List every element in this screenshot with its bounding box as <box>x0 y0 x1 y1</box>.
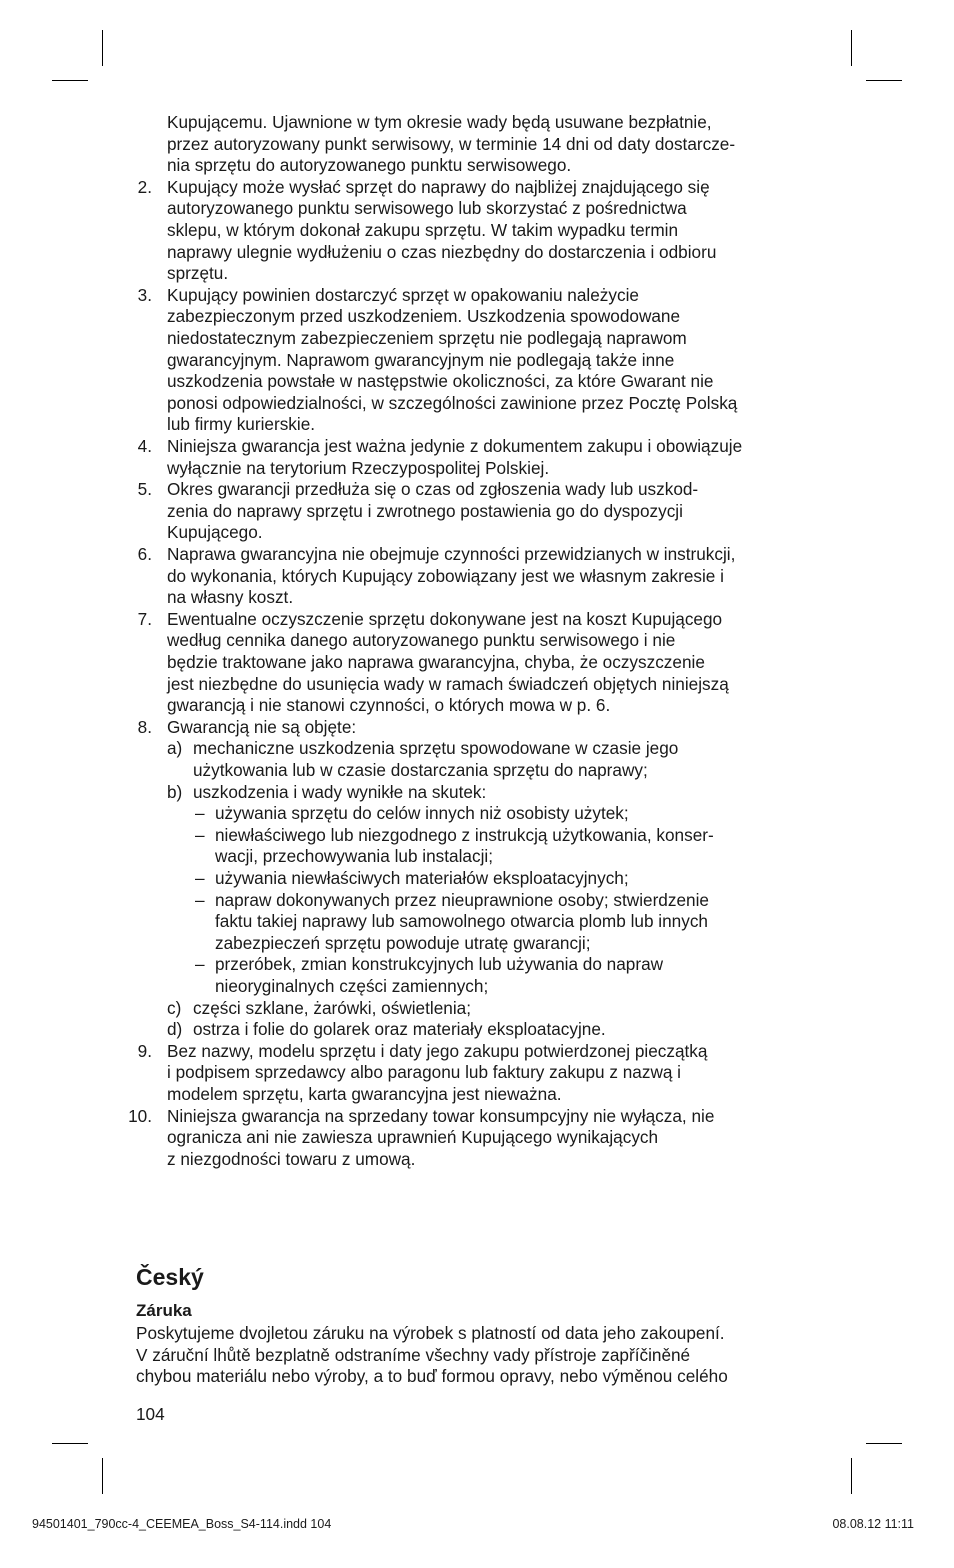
item-number: 9. <box>137 1040 152 1061</box>
item-text-line: według cennika danego autoryzowanego punktu serwisowego i nie <box>167 630 676 651</box>
item-text-line: niewłaściwego lub niezgodnego z instrukcją użytkowania, konser- <box>215 824 714 845</box>
item-text-line: Niniejsza gwarancja na sprzedany towar konsumpcyjny nie wyłącza, nie <box>167 1105 715 1126</box>
section-subheading: Záruka <box>136 1301 192 1320</box>
subitem-letter: a) <box>167 738 183 759</box>
paragraph-line: V záruční lhůtě bezplatně odstraníme všechny vady přístroje zapříčiněné <box>136 1344 691 1365</box>
item-number: 2. <box>137 176 152 197</box>
item-text-line: zabezpieczeń sprzętu powoduje utratę gwarancji; <box>215 932 591 953</box>
item-text-line: Okres gwarancji przedłuża się o czas od zgłoszenia wady lub uszkod- <box>167 479 699 500</box>
item-text-line: nia sprzętu do autoryzowanego punktu serwisowego. <box>167 155 572 176</box>
section-heading: Český <box>136 1264 204 1290</box>
crop-mark <box>866 1443 902 1444</box>
item-text-line: jest niezbędne do usunięcia wady w ramach świadczeń objętych niniejszą <box>167 673 729 694</box>
bullet-dash: – <box>195 889 205 910</box>
item-text-line: uszkodzenia i wady wynikłe na skutek: <box>193 781 487 802</box>
paragraph-line: Poskytujeme dvojletou záruku na výrobek s platností od data jeho zakoupení. <box>136 1323 725 1343</box>
item-text-line: Gwarancją nie są objęte: <box>167 716 357 737</box>
item-text-line: sklepu, w którym dokonał zakupu sprzętu. W takim wypadku termin <box>167 220 679 240</box>
slug-datetime: 08.08.12 11:11 <box>832 1517 914 1531</box>
item-number: 6. <box>137 544 152 564</box>
item-text-line: zabezpieczonym przed uszkodzeniem. Uszkodzenia spowodowane <box>167 306 681 327</box>
item-text-line: zenia do naprawy sprzętu i zwrotnego postawienia go do dyspozycji <box>167 500 683 521</box>
item-text-line: Ewentualne oczyszczenie sprzętu dokonywane jest na koszt Kupującego <box>167 608 723 629</box>
item-text-line: ponosi odpowiedzialności, w szczególności zawinione przez Pocztę Polską <box>167 392 738 413</box>
item-text-line: przez autoryzowany punkt serwisowy, w terminie 14 dni od daty dostarcze- <box>167 133 736 154</box>
bullet-dash: – <box>195 824 205 845</box>
item-text-line: sprzętu. <box>167 263 229 284</box>
item-number: 7. <box>137 608 152 629</box>
crop-mark <box>102 1458 103 1494</box>
item-text-line: Kupującego. <box>167 522 263 543</box>
crop-mark <box>866 80 902 81</box>
item-text-line: używania sprzętu do celów innych niż osobisty użytek; <box>215 803 629 824</box>
item-text-line: ostrza i folie do golarek oraz materiały eksploatacyjne. <box>193 1019 606 1040</box>
crop-mark <box>52 80 88 81</box>
subitem-letter: b) <box>167 781 183 802</box>
slug-filename: 94501401_790cc-4_CEEMEA_Boss_S4-114.indd 104 <box>32 1517 332 1531</box>
item-text-line: nieoryginalnych części zamiennych; <box>215 976 489 996</box>
item-text-line: i podpisem sprzedawcy albo paragonu lub faktury zakupu z nazwą i <box>167 1062 682 1083</box>
item-text-line: będzie traktowane jako naprawa gwarancyjna, chyba, że oczyszczenie <box>167 652 705 672</box>
item-text-line: uszkodzenia powstałe w następstwie okoliczności, za które Gwarant nie <box>167 371 714 392</box>
crop-mark <box>52 1443 88 1444</box>
item-text-line: Kupujący może wysłać sprzęt do naprawy do najbliżej znajdującego się <box>167 176 710 197</box>
crop-mark <box>851 30 852 66</box>
item-text-line: gwarancją i nie stanowi czynności, o których mowa w p. 6. <box>167 695 611 716</box>
item-text-line: części szklane, żarówki, oświetlenia; <box>193 997 471 1018</box>
paragraph-line: chybou materiálu nebo výroby, a to buď formou opravy, nebo výměnou celého <box>136 1366 728 1387</box>
item-text-line: modelem sprzętu, karta gwarancyjna jest nieważna. <box>167 1084 562 1104</box>
bullet-dash: – <box>195 868 205 888</box>
item-text-line: Bez nazwy, modelu sprzętu i daty jego zakupu potwierdzonej pieczątką <box>167 1040 708 1061</box>
item-text-line: wyłącznie na terytorium Rzeczypospolitej Polskiej. <box>167 457 550 478</box>
item-text-line: naprawy ulegnie wydłużeniu o czas niezbędny do dostarczenia i odbioru <box>167 241 717 262</box>
subitem-letter: d) <box>167 1019 183 1040</box>
item-text-line: faktu takiej naprawy lub samowolnego otwarcia plomb lub innych <box>215 911 708 932</box>
item-text-line: lub firmy kurierskie. <box>167 414 316 435</box>
subitem-letter: c) <box>167 997 182 1018</box>
item-text-line: napraw dokonywanych przez nieuprawnione osoby; stwierdzenie <box>215 889 709 910</box>
crop-mark <box>102 30 103 66</box>
item-number: 4. <box>137 436 152 456</box>
item-text-line: Niniejsza gwarancja jest ważna jedynie z dokumentem zakupu i obowiązuje <box>167 436 743 456</box>
item-text-line: przeróbek, zmian konstrukcyjnych lub używania do napraw <box>215 954 664 975</box>
item-text-line: autoryzowanego punktu serwisowego lub skorzystać z pośrednictwa <box>167 198 687 219</box>
item-text-line: do wykonania, których Kupujący zobowiązany jest we własnym zakresie i <box>167 565 724 586</box>
item-text-line: używania niewłaściwych materiałów eksploatacyjnych; <box>215 868 629 888</box>
crop-mark <box>851 1458 852 1494</box>
item-text-line: wacji, przechowywania lub instalacji; <box>215 846 493 867</box>
item-number: 3. <box>137 284 152 305</box>
item-text-line: niedostatecznym zabezpieczeniem sprzętu nie podlegają naprawom <box>167 328 687 348</box>
item-text-line: mechaniczne uszkodzenia sprzętu spowodowane w czasie jego <box>193 738 679 759</box>
item-text-line: gwarancyjnym. Naprawom gwarancyjnym nie podlegają także inne <box>167 349 675 370</box>
item-text-line: Kupujący powinien dostarczyć sprzęt w opakowaniu należycie <box>167 284 639 305</box>
item-number: 5. <box>137 479 152 500</box>
bullet-dash: – <box>195 803 205 824</box>
item-text-line: z niezgodności towaru z umową. <box>167 1148 416 1169</box>
item-text-line: na własny koszt. <box>167 587 294 608</box>
item-number: 8. <box>137 716 152 737</box>
item-number: 10. <box>128 1105 152 1126</box>
item-text-line: ogranicza ani nie zawiesza uprawnień Kupującego wynikających <box>167 1127 659 1148</box>
page-number: 104 <box>136 1404 165 1424</box>
item-text-line: Kupującemu. Ujawnione w tym okresie wady będą usuwane bezpłatnie, <box>167 112 712 132</box>
item-text-line: Naprawa gwarancyjna nie obejmuje czynności przewidzianych w instrukcji, <box>167 544 736 564</box>
item-text-line: użytkowania lub w czasie dostarczania sprzętu do naprawy; <box>193 760 648 780</box>
bullet-dash: – <box>195 954 205 975</box>
